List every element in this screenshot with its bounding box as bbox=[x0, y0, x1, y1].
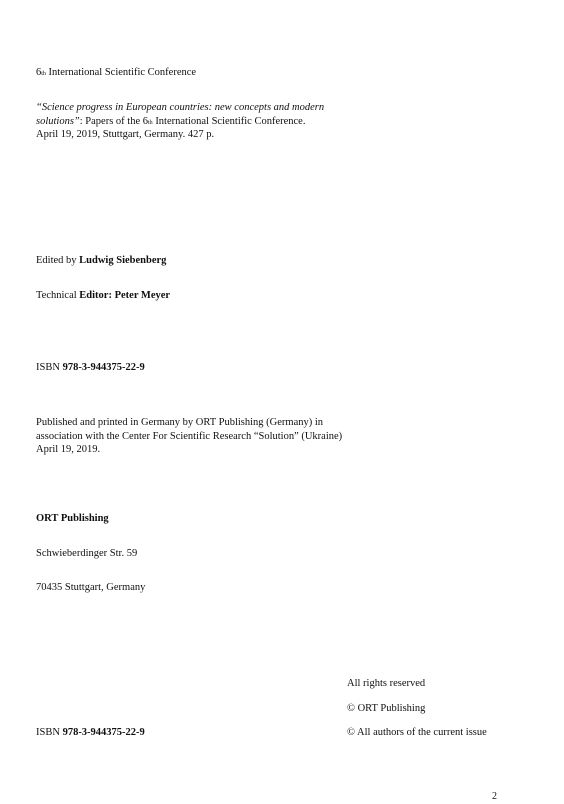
publisher-name-text: ORT Publishing bbox=[36, 513, 109, 524]
publication-line3: April 19, 2019. bbox=[36, 444, 101, 455]
isbn-number: 978-3-944375-22-9 bbox=[62, 362, 145, 373]
publisher-city bbox=[36, 581, 516, 595]
copyright-publisher bbox=[347, 702, 547, 716]
technical-editor bbox=[36, 289, 516, 303]
citation-conference-text: International Scientific Conference. bbox=[152, 115, 306, 127]
publication-statement bbox=[36, 416, 516, 457]
conference-title bbox=[36, 66, 516, 80]
conference-header bbox=[36, 66, 516, 80]
copyright-publisher-text: © ORT Publishing bbox=[347, 703, 426, 714]
copyright-authors bbox=[347, 726, 547, 740]
copyright-authors-text: © All authors of the current issue bbox=[347, 727, 487, 738]
isbn-top bbox=[36, 361, 516, 375]
conference-title-rest: International Scientific Conference bbox=[45, 67, 197, 78]
edited-by bbox=[36, 254, 516, 268]
publication-line2: association with the Center For Scientific Research “Solution” (Ukraine) bbox=[36, 430, 343, 442]
isbn-bottom-number: 978-3-944375-22-9 bbox=[62, 727, 145, 738]
publisher-name bbox=[36, 512, 516, 526]
publisher-street-text: Schwieberdinger Str. 59 bbox=[36, 548, 138, 559]
citation-block bbox=[36, 101, 516, 142]
citation-title-line2: solutions” bbox=[36, 115, 80, 127]
rights-reserved-text: All rights reserved bbox=[347, 678, 426, 689]
technical-editor-label: Technical bbox=[36, 290, 80, 301]
edited-by-label: Edited by bbox=[36, 255, 80, 266]
conference-ordinal-suffix: th bbox=[41, 71, 46, 77]
editor-name: Ludwig Siebenberg bbox=[79, 255, 167, 266]
citation-ordinal-suffix: th bbox=[148, 119, 153, 126]
publication-line1: Published and printed in Germany by ORT Publishing (Germany) in bbox=[36, 417, 324, 428]
rights-reserved bbox=[347, 677, 547, 691]
technical-editor-name: Editor: Peter Meyer bbox=[79, 290, 171, 301]
page-number: 2 bbox=[492, 791, 497, 802]
publisher-street bbox=[36, 547, 516, 561]
citation-line3: April 19, 2019, Stuttgart, Germany. 427 p. bbox=[36, 129, 215, 140]
isbn-label: ISBN bbox=[36, 362, 63, 373]
isbn-bottom bbox=[36, 726, 336, 740]
isbn-bottom-label: ISBN bbox=[36, 727, 63, 738]
publisher-city-text: 70435 Stuttgart, Germany bbox=[36, 582, 146, 593]
conference-ordinal-number: 6 bbox=[36, 67, 42, 78]
citation-papers-text: : Papers of the 6 bbox=[79, 115, 149, 127]
citation-line2 bbox=[36, 115, 516, 129]
citation-title-line1: “Science progress in European countries: new concepts and modern bbox=[36, 102, 325, 113]
